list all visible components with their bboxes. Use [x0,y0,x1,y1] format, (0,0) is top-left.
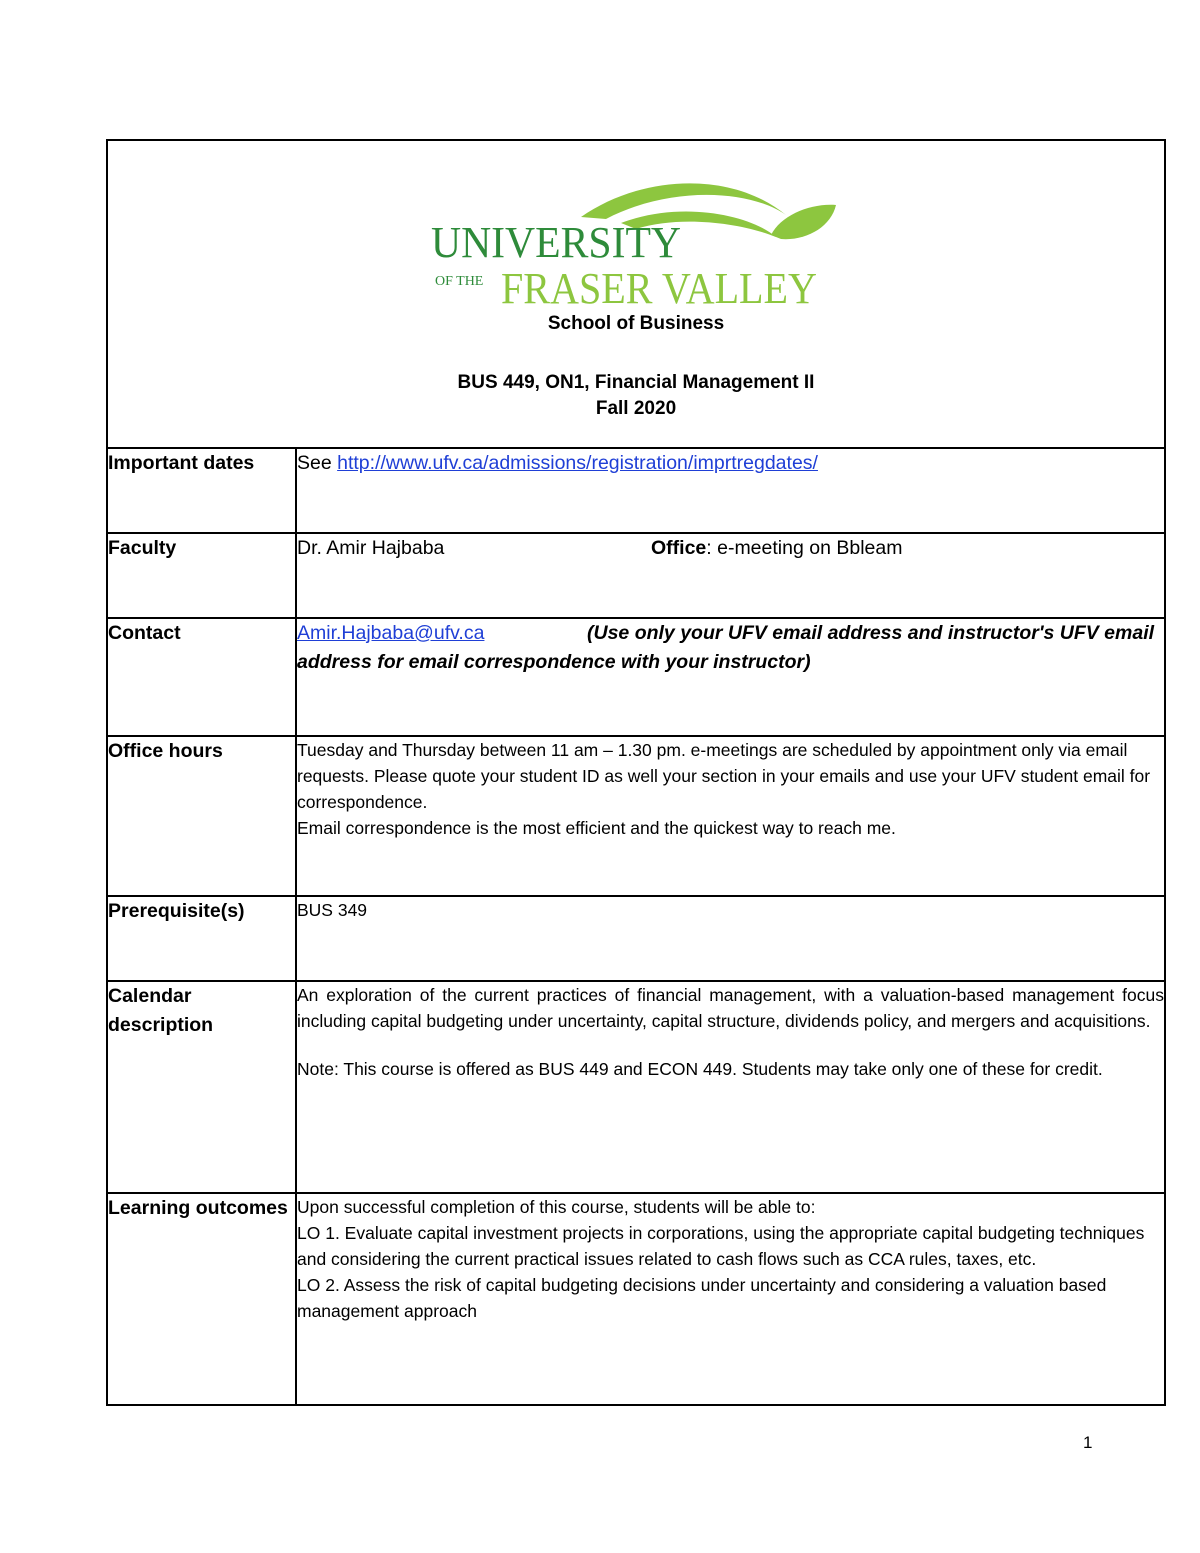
contact-value [296,618,1165,736]
important-dates-prefix: See [297,452,338,474]
office-value: : e-meeting on Bbleam [706,537,903,559]
faculty-name: Dr. Amir Hajbaba [297,537,445,559]
important-dates-link[interactable]: http://www.ufv.ca/admissions/registration/imprtregdates/ [337,452,818,474]
logo-of-the-text: OF THE [435,274,484,289]
learning-intro: Upon successful completion of this course, students will be able to: [297,1197,816,1217]
syllabus-table [106,139,1166,1406]
page-number: 1 [1083,1433,1093,1452]
office-hours-text-1: Tuesday and Thursday between 11 am – 1.30 pm. e-meetings are scheduled by appointment only via email requests. Please quote your student ID as well your section in your emails and use your UFV student email for correspondence. [297,740,1151,812]
row-faculty [107,533,1165,618]
contact-note-open: ( [587,622,594,644]
prerequisites-label: Prerequisite(s) [107,896,296,981]
contact-email-link[interactable]: Amir.Hajbaba@ufv.ca [297,622,485,644]
calendar-description-value [296,981,1165,1193]
calendar-description-text: An exploration of the current practices of financial management, with a valuation-based management focus including capital budgeting under uncertainty, capital structure, dividends policy, and mergers and acquisitions. [297,985,1164,1031]
faculty-value [296,533,1165,618]
ufv-logo [431,175,841,311]
faculty-label: Faculty [107,533,296,618]
office-hours-text-2: Email correspondence is the most efficient and the quickest way to reach me. [297,818,896,838]
important-dates-label: Important dates [107,448,296,533]
course-title: BUS 449, ON1, Financial Management II [457,372,815,393]
learning-outcome-2: LO 2. Assess the risk of capital budgeting decisions under uncertainty and considering a valuation based management approach [297,1275,1107,1321]
logo-fraser-valley-text: FRASER VALLEY [501,264,817,311]
row-important-dates [107,448,1165,533]
office-hours-value [296,736,1165,896]
prerequisites-value: BUS 349 [296,896,1165,981]
important-dates-value [296,448,1165,533]
spacer [297,1034,1164,1056]
learning-outcomes-label: Learning outcomes [107,1193,296,1405]
row-learning-outcomes [107,1193,1165,1405]
contact-label: Contact [107,618,296,736]
office-label: Office [651,537,707,559]
logo-university-text: UNIVERSITY [431,218,681,267]
learning-outcome-1: LO 1. Evaluate capital investment projects in corporations, using the appropriate capital budgeting techniques and considering the current practical issues related to cash flows such as CCA rules, taxes, etc. [297,1223,1145,1269]
row-calendar-description [107,981,1165,1193]
row-office-hours [107,736,1165,896]
office-hours-label: Office hours [107,736,296,896]
calendar-note-text: Note: This course is offered as BUS 449 and ECON 449. Students may take only one of these for credit. [297,1059,1103,1079]
calendar-description-label: Calendar description [107,981,296,1193]
school-name: School of Business [547,313,725,334]
header-cell [107,140,1165,448]
contact-note: Use only your UFV email address and instructor's UFV email address for email correspondence with your instructor) [297,622,1155,673]
learning-outcomes-value [296,1193,1165,1405]
row-contact [107,618,1165,736]
course-term: Fall 2020 [595,398,677,419]
row-prerequisites [107,896,1165,981]
